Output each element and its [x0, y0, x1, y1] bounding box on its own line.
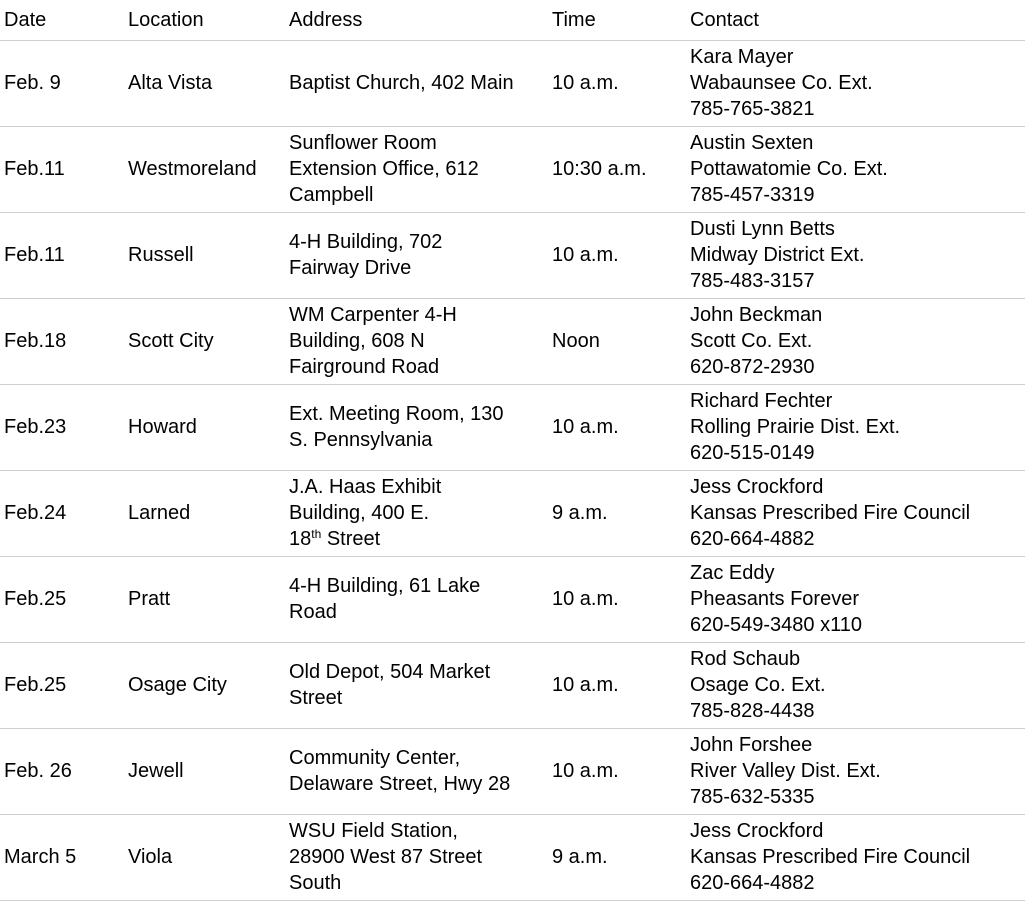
cell-date: Feb.23 [0, 384, 124, 470]
address-line: WM Carpenter 4-H [289, 304, 457, 326]
cell-address [285, 126, 548, 212]
contact-name: John Beckman [690, 304, 823, 326]
table-row [0, 212, 1025, 298]
cell-time: 9 a.m. [548, 814, 686, 900]
cell-contact [686, 212, 1025, 298]
cell-location: Alta Vista [124, 40, 285, 126]
cell-time: 10:30 a.m. [548, 126, 686, 212]
contact-name: Zac Eddy [690, 562, 775, 584]
cell-contact [686, 126, 1025, 212]
column-header-contact: Contact [686, 0, 1025, 40]
address-line: South [289, 872, 342, 894]
column-header-address: Address [285, 0, 548, 40]
contact-organization: Pheasants Forever [690, 588, 859, 610]
address-line: Extension Office, 612 [289, 158, 479, 180]
table-row [0, 556, 1025, 642]
contact-name: Dusti Lynn Betts [690, 218, 835, 240]
cell-contact [686, 470, 1025, 556]
table-row [0, 298, 1025, 384]
cell-location: Westmoreland [124, 126, 285, 212]
ordinal-suffix: th [311, 527, 322, 541]
address-line: Baptist Church, 402 Main [289, 72, 514, 94]
cell-address [285, 40, 548, 126]
table-header-row [0, 0, 1025, 40]
cell-location: Howard [124, 384, 285, 470]
table-row [0, 40, 1025, 126]
contact-phone: 785-457-3319 [690, 184, 815, 206]
contact-phone: 785-632-5335 [690, 786, 815, 808]
contact-name: Austin Sexten [690, 132, 814, 154]
cell-time: Noon [548, 298, 686, 384]
cell-date: Feb.24 [0, 470, 124, 556]
street-number: 18 [289, 528, 312, 550]
contact-organization: Pottawatomie Co. Ext. [690, 158, 888, 180]
cell-location: Jewell [124, 728, 285, 814]
contact-phone: 620-872-2930 [690, 356, 815, 378]
contact-organization: Osage Co. Ext. [690, 674, 826, 696]
cell-time: 10 a.m. [548, 728, 686, 814]
contact-phone: 620-664-4882 [690, 528, 815, 550]
address-line: Sunflower Room [289, 132, 437, 154]
contact-name: Rod Schaub [690, 648, 801, 670]
contact-organization: Kansas Prescribed Fire Council [690, 846, 971, 868]
cell-date: Feb. 9 [0, 40, 124, 126]
cell-date: Feb. 26 [0, 728, 124, 814]
cell-time: 10 a.m. [548, 384, 686, 470]
table-row [0, 814, 1025, 900]
address-line: Delaware Street, Hwy 28 [289, 773, 511, 795]
table-row [0, 642, 1025, 728]
contact-phone: 785-483-3157 [690, 270, 815, 292]
address-line: Ext. Meeting Room, 130 [289, 403, 504, 425]
contact-name: Richard Fechter [690, 390, 833, 412]
cell-address [285, 642, 548, 728]
cell-location: Scott City [124, 298, 285, 384]
address-line: Campbell [289, 184, 374, 206]
address-line: Road [289, 601, 337, 623]
cell-contact [686, 298, 1025, 384]
address-line: Building, 608 N [289, 330, 425, 352]
contact-name: Jess Crockford [690, 820, 824, 842]
contact-organization: Wabaunsee Co. Ext. [690, 72, 873, 94]
contact-phone: 785-828-4438 [690, 700, 815, 722]
cell-contact [686, 642, 1025, 728]
address-line: Fairway Drive [289, 257, 412, 279]
contact-organization: Kansas Prescribed Fire Council [690, 502, 971, 524]
cell-contact [686, 814, 1025, 900]
address-line: 28900 West 87 Street [289, 846, 483, 868]
cell-location: Pratt [124, 556, 285, 642]
column-header-date: Date [0, 0, 124, 40]
table-row [0, 126, 1025, 212]
cell-address [285, 728, 548, 814]
address-line-with-ordinal [289, 526, 544, 552]
column-header-location: Location [124, 0, 285, 40]
address-line: Building, 400 E. [289, 502, 430, 524]
cell-address [285, 298, 548, 384]
cell-location: Larned [124, 470, 285, 556]
cell-time: 10 a.m. [548, 40, 686, 126]
cell-date: Feb.11 [0, 126, 124, 212]
cell-address [285, 212, 548, 298]
cell-date: March 5 [0, 814, 124, 900]
address-line: WSU Field Station, [289, 820, 458, 842]
cell-time: 10 a.m. [548, 642, 686, 728]
contact-name: John Forshee [690, 734, 813, 756]
cell-time: 10 a.m. [548, 212, 686, 298]
contact-organization: Scott Co. Ext. [690, 330, 813, 352]
cell-contact [686, 384, 1025, 470]
cell-location: Viola [124, 814, 285, 900]
contact-phone: 620-515-0149 [690, 442, 815, 464]
table-row [0, 728, 1025, 814]
cell-contact [686, 40, 1025, 126]
cell-location: Osage City [124, 642, 285, 728]
contact-phone: 785-765-3821 [690, 98, 815, 120]
address-line: J.A. Haas Exhibit [289, 476, 442, 498]
address-line: 4-H Building, 61 Lake [289, 575, 481, 597]
address-line: S. Pennsylvania [289, 429, 433, 451]
cell-address [285, 384, 548, 470]
address-line: Fairground Road [289, 356, 440, 378]
cell-address [285, 556, 548, 642]
cell-contact [686, 556, 1025, 642]
table-row [0, 384, 1025, 470]
cell-time: 10 a.m. [548, 556, 686, 642]
address-line: Street [289, 687, 343, 709]
contact-name: Kara Mayer [690, 46, 794, 68]
cell-date: Feb.18 [0, 298, 124, 384]
cell-date: Feb.11 [0, 212, 124, 298]
cell-location: Russell [124, 212, 285, 298]
cell-contact [686, 728, 1025, 814]
contact-organization: Midway District Ext. [690, 244, 865, 266]
street-name: Street [321, 528, 381, 550]
contact-phone: 620-664-4882 [690, 872, 815, 894]
contact-organization: Rolling Prairie Dist. Ext. [690, 416, 901, 438]
cell-address [285, 814, 548, 900]
address-line: Community Center, [289, 747, 461, 769]
table-row [0, 470, 1025, 556]
contact-name: Jess Crockford [690, 476, 824, 498]
cell-address [285, 470, 548, 556]
address-line: Old Depot, 504 Market [289, 661, 491, 683]
address-line: 4-H Building, 702 [289, 231, 443, 253]
cell-date: Feb.25 [0, 556, 124, 642]
cell-date: Feb.25 [0, 642, 124, 728]
column-header-time: Time [548, 0, 686, 40]
contact-phone: 620-549-3480 x110 [690, 614, 862, 636]
cell-time: 9 a.m. [548, 470, 686, 556]
contact-organization: River Valley Dist. Ext. [690, 760, 881, 782]
